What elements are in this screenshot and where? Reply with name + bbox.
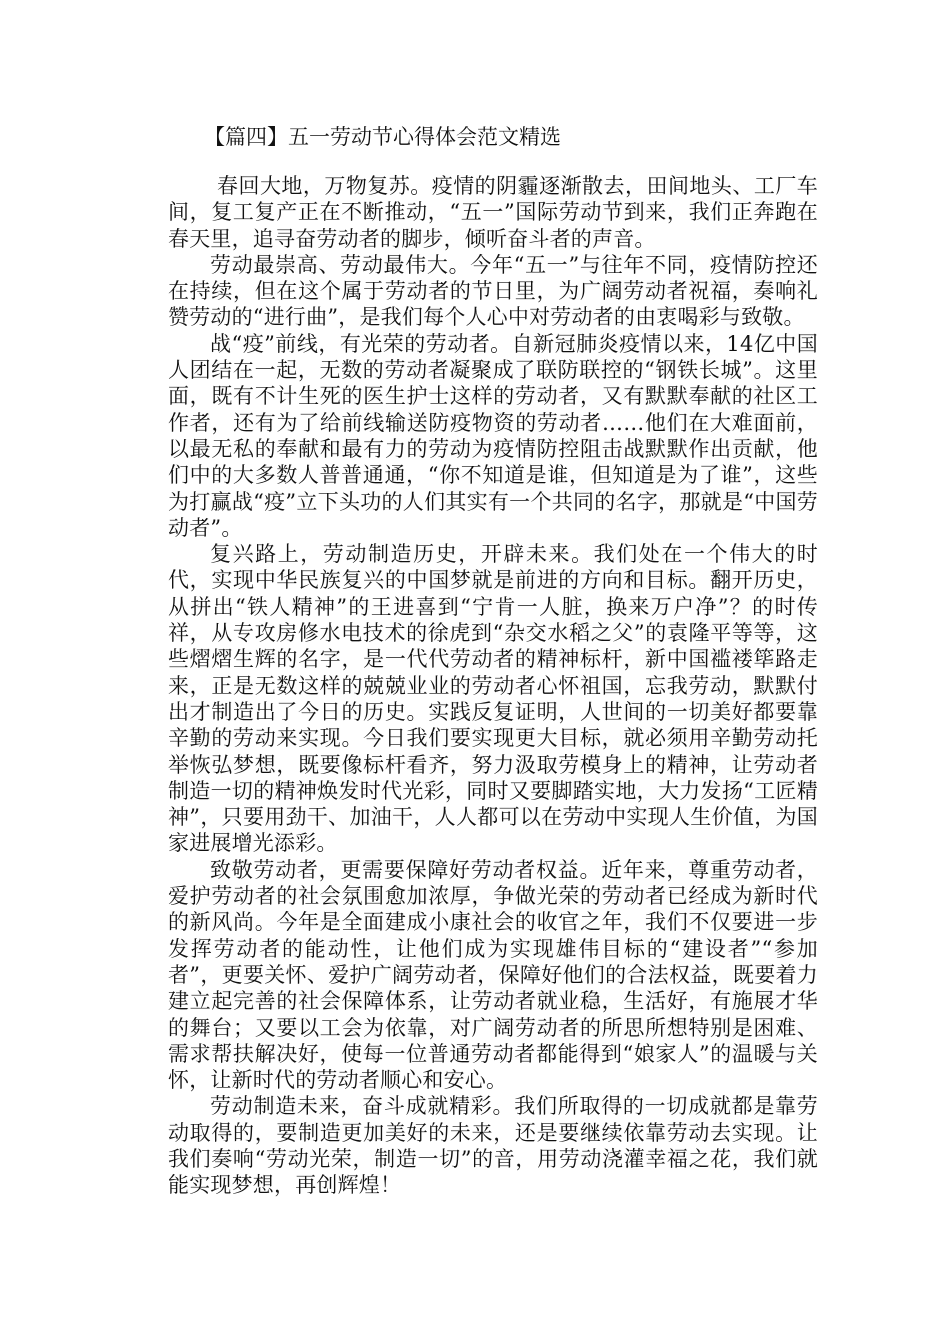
document-body [168,173,818,1199]
paragraph-2: 劳动最崇高、劳动最伟大。今年“五一”与往年不同，疫情防控还在持续，但在这个属于劳动者的节日里，为广阔劳动者祝福，奏响礼赞劳动的“进行曲”，是我们每个人心中对劳动者的由衷喝彩与致敬。 [168,252,818,330]
paragraph-3: 战“疫”前线，有光荣的劳动者。自新冠肺炎疫情以来，14亿中国人团结在一起，无数的劳动者凝聚成了联防联控的“钢铁长城”。这里面，既有不计生死的医生护士这样的劳动者，又有默默奉献的社区工作者，还有为了给前线输送防疫物资的劳动者……他们在大难面前，以最无私的奉献和最有力的劳动为疫情防控阻击战默默作出贡献，他们中的大多数人普普通通，“你不知道是谁，但知道是为了谁”，这些为打赢战“疫”立下头功的人们其实有一个共同的名字，那就是“中国劳动者”。 [168,331,818,540]
document-title: 【篇四】五一劳动节心得体会范文精选 [204,125,561,149]
paragraph-1: 春回大地，万物复苏。疫情的阴霾逐渐散去，田间地头、工厂车间，复工复产正在不断推动，“五一”国际劳动节到来，我们正奔跑在春天里，追寻奋劳动者的脚步，倾听奋斗者的声音。 [168,174,818,251]
paragraph-4: 复兴路上，劳动制造历史，开辟未来。我们处在一个伟大的时代，实现中华民族复兴的中国梦就是前进的方向和目标。翻开历史，从拼出“铁人精神”的王进喜到“宁肯一人脏，换来万户净”？的时传祥，从专攻房修水电技术的徐虎到“杂交水稻之父”的袁隆平等等，这些熠熠生辉的名字，是一代代劳动者的精神标杆，新中国褴褛筚路走来，正是无数这样的兢兢业业的劳动者心怀祖国，忘我劳动，默默付出才制造出了今日的历史。实践反复证明，人世间的一切美好都要靠辛勤的劳动来实现。今日我们要实现更大目标，就必须用辛勤劳动托举恢弘梦想，既要像标杆看齐，努力汲取劳模身上的精神，让劳动者制造一切的精神焕发时代光彩，同时又要脚踏实地，大力发扬“工匠精神”，只要用劲干、加油干，人人都可以在劳动中实现人生价值，为国家进展增光添彩。 [168,542,818,856]
paragraph-6: 劳动制造未来，奋斗成就精彩。我们所取得的一切成就都是靠劳动取得的，要制造更加美好的未来，还是要继续依靠劳动去实现。让我们奏响“劳动光荣，制造一切”的音，用劳动浇灌幸福之花，我们就能实现梦想，再创辉煌！ [168,1094,818,1198]
paragraph-5: 致敬劳动者，更需要保障好劳动者权益。近年来，尊重劳动者，爱护劳动者的社会氛围愈加浓厚，争做光荣的劳动者已经成为新时代的新风尚。今年是全面建成小康社会的收官之年，我们不仅要进一步发挥劳动者的能动性，让他们成为实现雄伟目标的“建设者”“参加者”，更要关怀、爱护广阔劳动者，保障好他们的合法权益，既要着力建立起完善的社会保障体系，让劳动者就业稳，生活好，有施展才华的舞台；又要以工会为依靠，对广阔劳动者的所思所想特别是困难、需求帮扶解决好，使每一位普通劳动者都能得到“娘家人”的温暖与关怀，让新时代的劳动者顺心和安心。 [168,857,818,1093]
